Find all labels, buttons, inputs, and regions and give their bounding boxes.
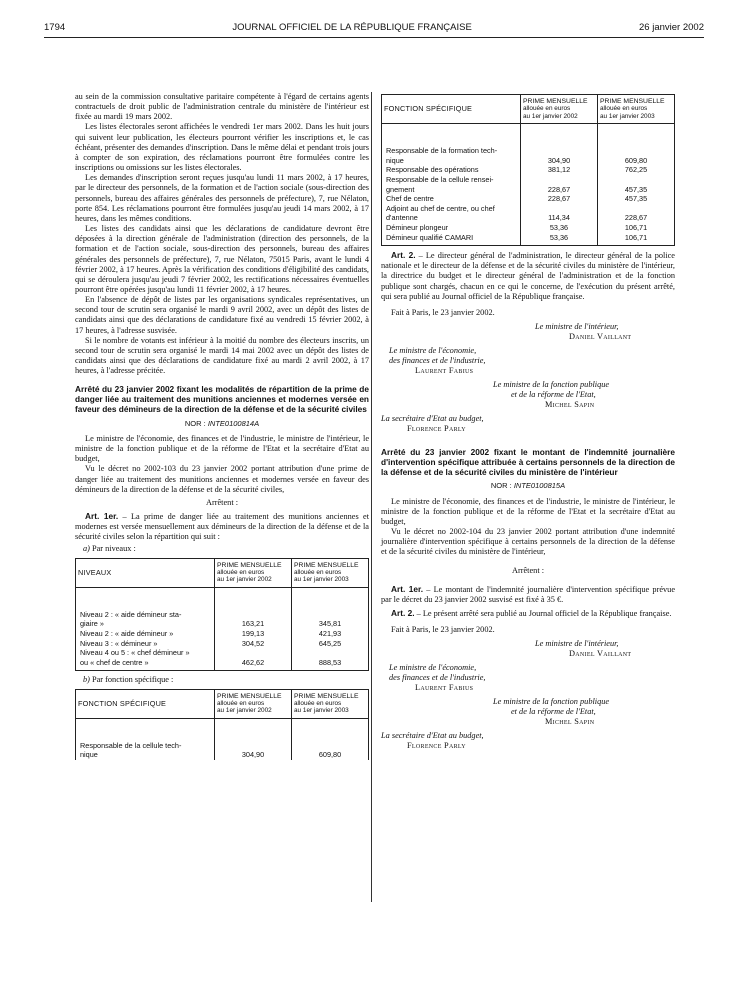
- table-header-label: FONCTION SPÉCIFIQUE: [382, 95, 521, 124]
- value-2002: 53,36: [521, 223, 598, 233]
- table-row: [382, 233, 675, 246]
- header-line: PRIME MENSUELLE: [294, 692, 359, 700]
- nor-label: NOR :: [184, 418, 208, 428]
- nor-code: INTE0100815A: [513, 481, 566, 491]
- signature-interieur: [535, 639, 675, 659]
- column-divider: [371, 92, 372, 902]
- header-line: allouée en euros: [600, 105, 648, 113]
- table-header-2002: [521, 95, 598, 124]
- place-date: Fait à Paris, le 23 janvier 2002.: [391, 625, 495, 635]
- nor-label: NOR :: [490, 481, 514, 491]
- header-line: au 1er janvier 2003: [294, 707, 349, 715]
- value-2003: 345,81: [292, 610, 369, 629]
- article-2: [381, 250, 675, 302]
- preamble-paragraph: Vu le décret no 2002-103 du 23 janvier 2002 portant attribution d'une prime de danger liée au traitement des munitions anciennes et modernes versée en faveur des démineurs de la direction de la défense et de la sécurité civiles,: [75, 464, 369, 494]
- paragraph: En l'absence de dépôt de listes par les organisations syndicales représentatives, un second tour de scrutin sera organisé le mardi 9 avril 2002, avec un dépôt des listes de candidats ainsi que des déclarations de candidature fixé au vendredi 15 février 2002, à 17 heures, à l'adresse susvisée.: [75, 295, 369, 335]
- preamble-paragraph: Le ministre de l'économie, des finances et de l'industrie, le ministre de l'intérieur, le ministre de la fonction publique et de la réforme de l'Etat et la secrétaire d'Etat au budget,: [381, 496, 675, 526]
- row-label: Démineur qualifié CAMARI: [382, 233, 521, 246]
- article-text: – Le présent arrêté sera publié au Journal officiel de la République française.: [414, 609, 672, 619]
- signature-name: Daniel Vaillant: [569, 649, 632, 659]
- row-label: Responsable de la cellule rensei- gnement: [382, 175, 521, 194]
- header-line: allouée en euros: [523, 105, 571, 113]
- right-column: [381, 92, 675, 751]
- preamble-paragraph: Vu le décret no 2002-104 du 23 janvier 2002 portant attribution d'une indemnité journalière d'intervention spécifique à certains personnels de la direction de la défense et de la sécurité civiles du ministère de l'intérieur,: [381, 527, 675, 557]
- row-label: Niveau 4 ou 5 : « chef démineur » ou « chef de centre »: [76, 648, 215, 671]
- article-label: Art. 1er.: [85, 511, 119, 522]
- value-2002: 228,67: [521, 175, 598, 194]
- signature-name: Michel Sapin: [545, 400, 595, 410]
- table-header-label: NIVEAUX: [76, 558, 215, 587]
- signature-economie: [389, 663, 675, 693]
- arretent-label: Arrêtent :: [205, 497, 239, 507]
- subsection-a: [83, 544, 369, 554]
- table-fonction-specifique-continued: [381, 94, 675, 246]
- signature-economie: [389, 346, 675, 376]
- table-row: [382, 165, 675, 175]
- value-2003: 421,93: [292, 629, 369, 639]
- signature-fonction-publique: [493, 380, 675, 410]
- value-2002: 304,52: [215, 639, 292, 649]
- signature-name: Laurent Fabius: [415, 683, 474, 693]
- article-text: – La prime de danger liée au traitement des munitions anciennes et modernes est versée mensuellement aux démineurs de la direction de la défense et de la sécurité civiles selon la répartition qui suit :: [75, 512, 370, 542]
- table-header-2002: [215, 558, 292, 587]
- article-label: Art. 2.: [391, 608, 415, 619]
- header-line: au 1er janvier 2002: [217, 707, 272, 715]
- table-row: [76, 639, 369, 649]
- value-2002: 462,62: [215, 648, 292, 671]
- value-2002: 228,67: [521, 194, 598, 204]
- row-label: Adjoint au chef de centre, ou chef d'antenne: [382, 204, 521, 223]
- header-line: PRIME MENSUELLE: [217, 561, 282, 569]
- signature-role: Le ministre de l'intérieur,: [535, 639, 619, 649]
- subsection-letter: b): [83, 675, 90, 685]
- nor-reference: [75, 419, 369, 429]
- signature-interieur: [535, 322, 675, 342]
- header-line: au 1er janvier 2003: [294, 576, 349, 584]
- table-niveaux: [75, 558, 369, 672]
- nor-code: INTE0100814A: [207, 418, 260, 428]
- left-column: [75, 92, 369, 764]
- article-1: [381, 584, 675, 605]
- signature-budget: [381, 414, 675, 434]
- value-2003: 457,35: [598, 194, 675, 204]
- row-label: Niveau 2 : « aide démineur sta- giaire »: [76, 610, 215, 629]
- value-2002: 53,36: [521, 233, 598, 246]
- value-2003: 609,80: [292, 741, 369, 760]
- paragraph: Si le nombre de votants est inférieur à la moitié du nombre des électeurs inscrits, un second tour de scrutin sera organisé le mardi 14 mai 2002 avec un dépôt des listes de candidats ainsi que des déclarations de candidature fixé au mardi 2 avril 2002, à 17 heures, à l'adresse précitée.: [75, 335, 369, 376]
- decree-title: Arrêté du 23 janvier 2002 fixant les modalités de répartition de la prime de danger liée au traitement des munitions anciennes et modernes versée en faveur des démineurs de la direction de la défense et de la sécurité civiles: [75, 384, 369, 414]
- header-line: PRIME MENSUELLE: [523, 98, 588, 105]
- row-label: Chef de centre: [382, 194, 521, 204]
- row-label: Responsable de la formation tech- nique: [382, 146, 521, 165]
- signature-name: Florence Parly: [407, 741, 466, 751]
- header-line: allouée en euros: [294, 699, 342, 707]
- header-line: allouée en euros: [217, 569, 265, 577]
- signature-role: La secrétaire d'Etat au budget,: [381, 731, 484, 741]
- table-header-2002: [215, 689, 292, 718]
- signature-role: Le ministre de la fonction publique: [493, 697, 610, 707]
- signature-role: et de la réforme de l'Etat,: [511, 707, 596, 717]
- row-label: Niveau 2 : « aide démineur »: [76, 629, 215, 639]
- table-row: [382, 223, 675, 233]
- preamble-paragraph: Le ministre de l'économie, des finances et de l'industrie, le ministre de l'intérieur, le ministre de la fonction publique et de la réforme de l'Etat et la secrétaire d'Etat au budget,: [75, 433, 369, 464]
- table-row: [382, 175, 675, 194]
- subsection-text: Par fonction spécifique :: [89, 675, 174, 685]
- signature-role: des finances et de l'industrie,: [389, 356, 486, 366]
- value-2003: 228,67: [598, 204, 675, 223]
- table-row: [76, 741, 369, 760]
- signature-budget: [381, 731, 675, 751]
- article-text: – Le montant de l'indemnité journalière d'intervention spécifique prévue par le décret du 23 janvier 2002 susvisé est fixé à 35 €.: [381, 584, 676, 604]
- value-2003: 609,80: [598, 146, 675, 165]
- signature-name: Michel Sapin: [545, 717, 595, 727]
- value-2002: 163,21: [215, 610, 292, 629]
- value-2002: 381,12: [521, 165, 598, 175]
- row-label: Démineur plongeur: [382, 223, 521, 233]
- signature-name: Daniel Vaillant: [569, 332, 632, 342]
- article-text: – Le directeur général de l'administration, le directeur général de la police nationale et le directeur de la défense et de la sécurité civiles du ministère de l'intérieur, la directrice du budget et le directeur général de l'administration et de la fonction publique sont chargés, chacun en ce qui le concerne, de l'exécution du présent arrêté, qui sera publié au Journal officiel de la République française.: [381, 251, 675, 301]
- header-line: au 1er janvier 2002: [523, 112, 578, 120]
- signature-role: Le ministre de la fonction publique: [493, 380, 610, 390]
- page-number: 1794: [44, 21, 66, 33]
- arretent-label: Arrêtent :: [511, 565, 545, 575]
- article-2: [381, 608, 675, 619]
- table-header-2003: [292, 689, 369, 718]
- table-row: [76, 648, 369, 671]
- value-2003: 762,25: [598, 165, 675, 175]
- header-rule: [44, 37, 704, 38]
- header-line: allouée en euros: [217, 699, 265, 707]
- paragraph: Les demandes d'inscription seront reçues jusqu'au lundi 11 mars 2002, à 17 heures, par le directeur des personnels, de la formation et de l'action sociale (sous-direction des personnels, bureau des affaires générales des personnels de préfecture), 7, rue Nélaton, porte 854. Les réclamations pourront être formulées jusqu'au jeudi 14 mars 2002, à 17 heures, dans les mêmes conditions.: [75, 173, 369, 223]
- value-2002: 114,34: [521, 204, 598, 223]
- table-row: [76, 610, 369, 629]
- subsection-b: [83, 675, 369, 685]
- page-header: [44, 20, 704, 34]
- nor-reference: [381, 481, 675, 491]
- header-line: PRIME MENSUELLE: [217, 692, 282, 700]
- value-2003: 106,71: [598, 233, 675, 246]
- table-header-2003: [292, 558, 369, 587]
- row-label: Responsable des opérations: [382, 165, 521, 175]
- subsection-text: Par niveaux :: [89, 544, 136, 554]
- journal-title: JOURNAL OFFICIEL DE LA RÉPUBLIQUE FRANÇAISE: [232, 21, 472, 33]
- table-row: [76, 629, 369, 639]
- signature-fonction-publique: [493, 697, 675, 727]
- table-row: [382, 194, 675, 204]
- header-line: PRIME MENSUELLE: [600, 98, 665, 105]
- table-header-label: FONCTION SPÉCIFIQUE: [76, 689, 215, 718]
- header-line: PRIME MENSUELLE: [294, 561, 359, 569]
- value-2002: 304,90: [521, 146, 598, 165]
- row-label: Responsable de la cellule tech- nique: [76, 741, 215, 760]
- signature-role: Le ministre de l'intérieur,: [535, 322, 619, 332]
- paragraph: Les listes électorales seront affichées le vendredi 1er mars 2002. Dans les huit jours qui suivent leur publication, les électeurs pourront vérifier les inscriptions et, le cas échéant, présenter des demandes d'inscription. Dans le même délai et pendant trois jours à compter de son expiration, des réclamations pourront être formulées contre les inscriptions ou omissions sur les listes électorales.: [75, 122, 369, 173]
- value-2003: 106,71: [598, 223, 675, 233]
- paragraph: au sein de la commission consultative paritaire compétente à l'égard de certains agents contractuels de droit public de l'administration centrale du ministère de l'intérieur est fixée au mardi 19 mars 2002.: [75, 92, 369, 122]
- row-label: Niveau 3 : « démineur »: [76, 639, 215, 649]
- place-date: Fait à Paris, le 23 janvier 2002.: [391, 307, 495, 317]
- decree-title: Arrêté du 23 janvier 2002 fixant le montant de l'indemnité journalière d'intervention spécifique attribuée à certains personnels de la direction de la défense et de la sécurité civiles du ministère de l'intérieur: [381, 447, 675, 477]
- signature-role: des finances et de l'industrie,: [389, 673, 486, 683]
- header-line: au 1er janvier 2003: [600, 112, 655, 120]
- table-row: [382, 146, 675, 165]
- table-fonction-specifique: [75, 689, 369, 760]
- article-label: Art. 2.: [391, 250, 416, 261]
- value-2003: 888,53: [292, 648, 369, 671]
- value-2002: 199,13: [215, 629, 292, 639]
- header-line: au 1er janvier 2002: [217, 576, 272, 584]
- paragraph: Les listes des candidats ainsi que les déclarations de candidature devront être déposées à la direction générale de l'administration (direction des personnels, de la formation et de l'action sociale, sous-direction des personnels, bureau des affaires générales des personnels de préfecture), 7, rue Nélaton, 75015 Paris, avant le lundi 4 février 2002, à 17 heures. Après la vérification des conditions d'éligibilité des candidats, qui se déroulera jusqu'au jeudi 7 février 2002, les rectifications nécessaires éventuelles pourront être opérées jusqu'au lundi 11 février 2002, à 17 heures.: [75, 224, 369, 294]
- signature-role: La secrétaire d'Etat au budget,: [381, 414, 484, 424]
- signature-role: Le ministre de l'économie,: [389, 663, 477, 673]
- signature-name: Laurent Fabius: [415, 366, 474, 376]
- signature-name: Florence Parly: [407, 424, 466, 434]
- signature-role: et de la réforme de l'Etat,: [511, 390, 596, 400]
- table-row: [382, 204, 675, 223]
- article-1: [75, 511, 369, 542]
- article-label: Art. 1er.: [391, 583, 424, 594]
- signature-role: Le ministre de l'économie,: [389, 346, 477, 356]
- value-2003: 645,25: [292, 639, 369, 649]
- value-2002: 304,90: [215, 741, 292, 760]
- table-header-2003: [598, 95, 675, 124]
- value-2003: 457,35: [598, 175, 675, 194]
- issue-date: 26 janvier 2002: [639, 21, 704, 33]
- header-line: allouée en euros: [294, 569, 342, 577]
- subsection-letter: a): [83, 544, 90, 554]
